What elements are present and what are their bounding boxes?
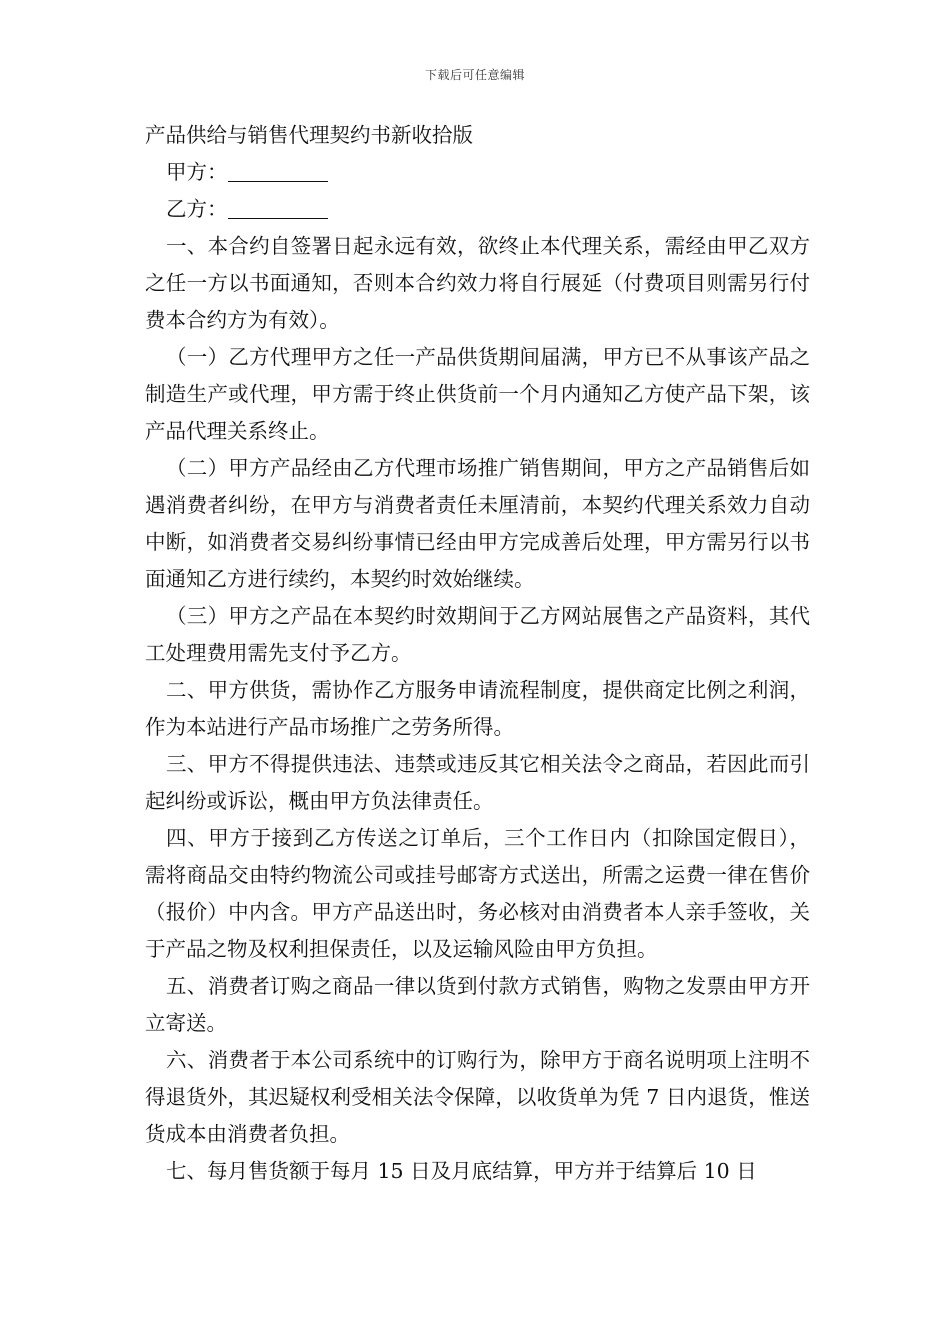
- clause-4: 四、甲方于接到乙方传送之订单后，三个工作日内（扣除国定假日），需将商品交由特约物流公司或挂号邮寄方式送出，所需之运费一律在售价（报价）中内含。甲方产品送出时，务必核对由消费者本人亲手签收，关于产品之物及权利担保责任，以及运输风险由甲方负担。: [145, 826, 810, 961]
- document-title: 产品供给与销售代理契约书新收拾版: [145, 123, 473, 147]
- party-a-label: 甲方：: [166, 160, 228, 184]
- clause-3: 三、甲方不得提供违法、违禁或违反其它相关法令之商品，若因此而引起纠纷或诉讼，概由甲方负法律责任。: [145, 752, 810, 813]
- party-b-blank: [228, 196, 328, 219]
- clause-5: 五、消费者订购之商品一律以货到付款方式销售，购物之发票由甲方开立寄送。: [145, 974, 810, 1035]
- document-body: [145, 117, 810, 1190]
- clause-1: 一、本合约自签署日起永远有效，欲终止本代理关系，需经由甲乙双方之任一方以书面通知，否则本合约效力将自行展延（付费项目则需另行付费本合约方为有效）。: [145, 234, 810, 332]
- header-note: 下载后可任意编辑: [424, 68, 525, 82]
- clause-7: 七、每月售货额于每月 15 日及月底结算，甲方并于结算后 10 日: [166, 1159, 757, 1183]
- clause-1-sub-3: （三）甲方之产品在本契约时效期间于乙方网站展售之产品资料，其代工处理费用需先支付予乙方。: [145, 604, 810, 665]
- party-a-line: [145, 154, 810, 191]
- clause-1-sub-1: （一）乙方代理甲方之任一产品供货期间届满，甲方已不从事该产品之制造生产或代理，甲方需于终止供货前一个月内通知乙方使产品下架，该产品代理关系终止。: [145, 345, 810, 443]
- party-b-label: 乙方：: [166, 197, 228, 221]
- clause-2: 二、甲方供货，需协作乙方服务申请流程制度，提供商定比例之利润，作为本站进行产品市场推广之劳务所得。: [145, 678, 810, 739]
- clause-1-sub-2: （二）甲方产品经由乙方代理市场推广销售期间，甲方之产品销售后如遇消费者纠纷，在甲方与消费者责任未厘清前，本契约代理关系效力自动中断，如消费者交易纠纷事情已经由甲方完成善后处理，甲方需另行以书面通知乙方进行续约，本契约时效始继续。: [145, 456, 810, 591]
- party-a-blank: [228, 159, 328, 182]
- party-b-line: [145, 191, 810, 228]
- clause-6: 六、消费者于本公司系统中的订购行为，除甲方于商名说明项上注明不得退货外，其迟疑权利受相关法令保障，以收货单为凭 7 日内退货，惟送货成本由消费者负担。: [145, 1048, 810, 1146]
